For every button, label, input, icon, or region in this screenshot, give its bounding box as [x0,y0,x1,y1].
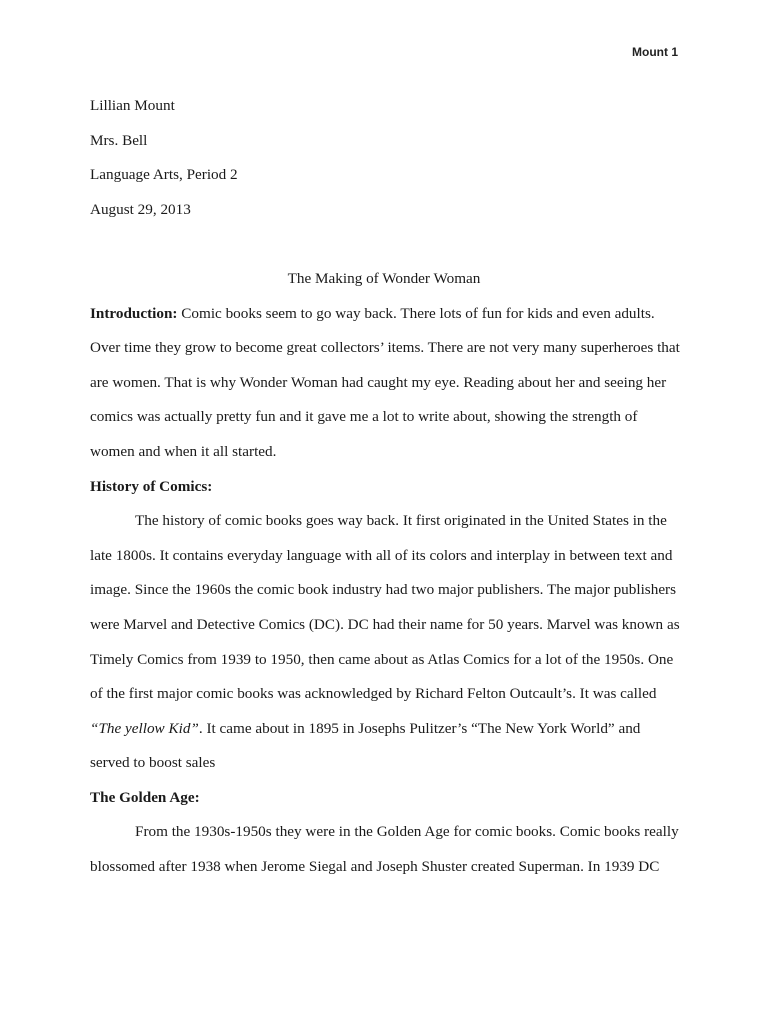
essay-date: August 29, 2013 [90,200,191,218]
golden-age-heading-text: The Golden Age: [90,788,200,806]
history-line: Timely Comics from 1939 to 1950, then came about as Atlas Comics for a lot of the 1950s. One [90,650,674,668]
history-line: image. Since the 1960s the comic book industry had two major publishers. The major publishers [90,581,677,599]
student-name: Lillian Mount [90,97,175,114]
essay-body [90,89,678,885]
intro-line-1-text: Comic books seem to go way back. There lots of fun for kids and even adults. [177,304,655,322]
intro-line: Over time they grow to become great collectors’ items. There are not very many superheroes that [90,339,680,357]
history-line: The history of comic books goes way back. It first originated in the United States in the [135,512,667,530]
intro-label: Introduction: [90,304,178,322]
history-line-7-text: . It came about in 1895 in Josephs Pulitzer’s “The New York World” and [198,719,641,737]
history-line: were Marvel and Detective Comics (DC). DC had their name for 50 years. Marvel was known as [90,615,680,633]
intro-line [90,297,678,332]
golden-age-line: blossomed after 1938 when Jerome Siegal and Joseph Shuster created Superman. In 1939 DC [90,858,660,876]
intro-line: women and when it all started. [90,442,277,460]
history-line [90,712,678,747]
history-line: of the first major comic books was acknowledged by Richard Felton Outcault’s. It was called [90,685,657,703]
blank-line [90,227,678,262]
section-heading-golden-age [90,781,678,816]
history-line: served to boost sales [90,754,216,772]
comic-title-italic: “The yellow Kid” [90,719,199,737]
history-line: late 1800s. It contains everyday language with all of its colors and interplay in between text and [90,546,673,564]
essay-title: The Making of Wonder Woman [287,269,481,287]
section-heading-history [90,470,678,505]
teacher-name: Mrs. Bell [90,131,148,149]
intro-line: are women. That is why Wonder Woman had caught my eye. Reading about her and seeing her [90,373,667,391]
history-heading-text: History of Comics: [90,477,213,495]
golden-age-line: From the 1930s-1950s they were in the Golden Age for comic books. Comic books really [135,823,679,841]
course-name: Language Arts, Period 2 [90,166,238,184]
intro-line: comics was actually pretty fun and it gave me a lot to write about, showing the strength of [90,408,638,426]
running-head: Mount 1 [632,45,678,59]
